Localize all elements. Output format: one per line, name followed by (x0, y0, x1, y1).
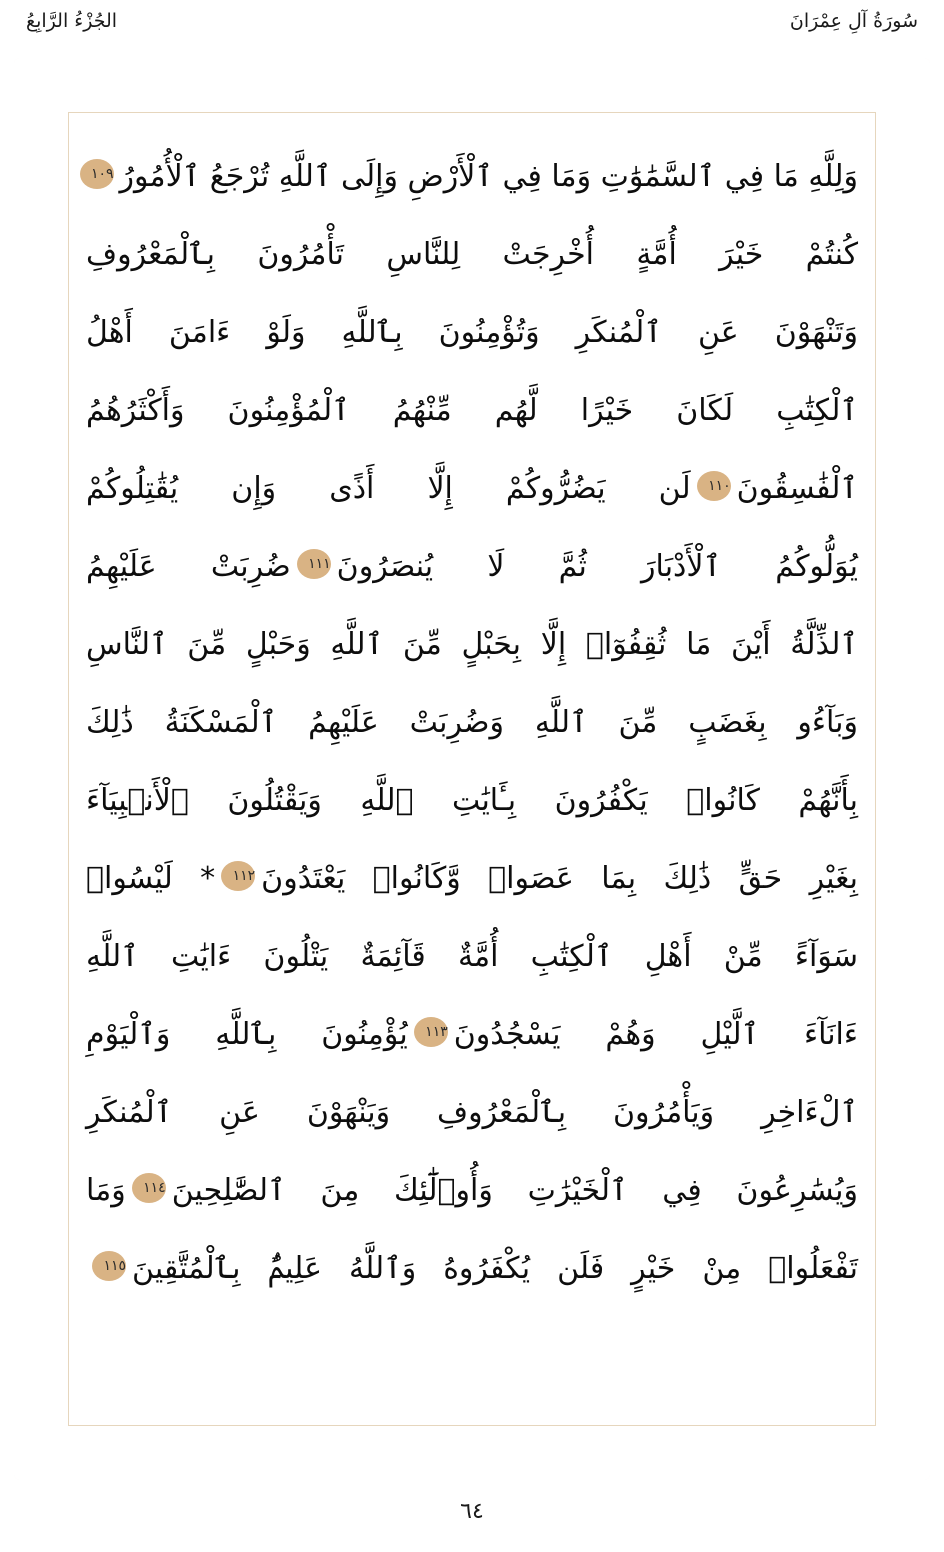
quran-line-text-continued: ضُرِبَتْ عَلَيْهِمُ (86, 549, 291, 584)
quran-line-text: تَفْعَلُوا۟ مِنْ خَيْرٍ فَلَن يُكْفَرُوهُ وَٱللَّهُ عَلِيمٌۢ بِٱلْمُتَّقِينَ (132, 1251, 858, 1286)
quran-line-text: بِغَيْرِ حَقٍّ ذَٰلِكَ بِمَا عَصَوا۟ وَّكَانُوا۟ يَعْتَدُونَ (261, 861, 858, 896)
quran-line-text: سَوَآءً مِّنْ أَهْلِ ٱلْكِتَٰبِ أُمَّةٌ قَآئِمَةٌ يَتْلُونَ ءَايَٰتِ ٱللَّهِ (86, 939, 858, 974)
surah-label: سُورَةُ آلِ عِمْرَانَ (789, 10, 918, 32)
quran-line-text: وَيُسَٰرِعُونَ فِي ٱلْخَيْرَٰتِ وَأُو۟لَٰٓئِكَ مِنَ ٱلصَّٰلِحِينَ (171, 1173, 858, 1208)
quran-line-text: وَبَآءُو بِغَضَبٍ مِّنَ ٱللَّهِ وَضُرِبَتْ عَلَيْهِمُ ٱلْمَسْكَنَةُ ذَٰلِكَ (86, 705, 858, 740)
ayah-number-medallion: ١١٤ (132, 1173, 166, 1203)
quran-line-text-continued: لَن يَضُرُّوكُمْ إِلَّا أَذًى وَإِن يُقَٰتِلُوكُمْ (86, 471, 691, 506)
page-number: ٦٤ (460, 1499, 484, 1524)
quran-line-text: بِأَنَّهُمْ كَانُوا۟ يَكْفُرُونَ بِـَٔايَٰتِ ٱللَّهِ وَيَقْتُلُونَ ٱلْأَنۢبِيَآءَ (86, 783, 858, 818)
ayah-number-medallion: ١١٥ (92, 1251, 126, 1281)
quran-line (86, 762, 858, 840)
quran-line-text: وَلِلَّهِ مَا فِي ٱلسَّمَٰوَٰتِ وَمَا فِي ٱلْأَرْضِ وَإِلَى ٱللَّهِ تُرْجَعُ ٱلْأُمُورُ (119, 159, 858, 194)
quran-line-text-continued: * لَيْسُوا۟ (86, 861, 216, 896)
quran-line (86, 606, 858, 684)
quran-line (86, 1230, 858, 1308)
ayah-number-medallion: ١١٠ (697, 471, 731, 501)
quran-line (86, 1152, 858, 1230)
quran-line (86, 138, 858, 216)
quran-line (86, 1074, 858, 1152)
quran-line (86, 528, 858, 606)
ayah-number-medallion: ١١٢ (221, 861, 255, 891)
quran-line (86, 216, 858, 294)
quran-line-text: وَتَنْهَوْنَ عَنِ ٱلْمُنكَرِ وَتُؤْمِنُونَ بِٱللَّهِ وَلَوْ ءَامَنَ أَهْلُ (86, 315, 858, 350)
quran-line-text-continued: وَمَا (86, 1173, 126, 1208)
page-header (0, 10, 944, 50)
quran-line (86, 996, 858, 1074)
quran-line-text-continued: يُؤْمِنُونَ بِٱللَّهِ وَٱلْيَوْمِ (86, 1017, 408, 1052)
quran-line (86, 918, 858, 996)
ayah-number-medallion: ١٠٩ (80, 159, 114, 189)
ayah-number-medallion: ١١١ (297, 549, 331, 579)
quran-line (86, 840, 858, 918)
quran-line (86, 450, 858, 528)
ayah-number-medallion: ١١٣ (414, 1017, 448, 1047)
quran-line (86, 294, 858, 372)
juz-label: الجُزْءُ الرَّابِعُ (26, 10, 118, 32)
quran-line-text: ٱلذِّلَّةُ أَيْنَ مَا ثُقِفُوٓا۟ إِلَّا بِحَبْلٍ مِّنَ ٱللَّهِ وَحَبْلٍ مِّنَ ٱلنَّاسِ (86, 627, 858, 662)
quran-line-text: يُوَلُّوكُمُ ٱلْأَدْبَارَ ثُمَّ لَا يُنصَرُونَ (336, 549, 858, 584)
quran-line-text: ءَانَآءَ ٱلَّيْلِ وَهُمْ يَسْجُدُونَ (453, 1017, 858, 1052)
quran-line-text: كُنتُمْ خَيْرَ أُمَّةٍ أُخْرِجَتْ لِلنَّاسِ تَأْمُرُونَ بِٱلْمَعْرُوفِ (86, 237, 858, 272)
quran-line-text: ٱلْكِتَٰبِ لَكَانَ خَيْرًا لَّهُم مِّنْهُمُ ٱلْمُؤْمِنُونَ وَأَكْثَرُهُمُ (86, 393, 858, 428)
quran-line-text: ٱلْفَٰسِقُونَ (736, 471, 858, 506)
quran-line (86, 684, 858, 762)
quran-text-body (78, 128, 866, 1410)
quran-line-text: ٱلْءَاخِرِ وَيَأْمُرُونَ بِٱلْمَعْرُوفِ وَيَنْهَوْنَ عَنِ ٱلْمُنكَرِ (86, 1095, 858, 1130)
quran-line (86, 372, 858, 450)
